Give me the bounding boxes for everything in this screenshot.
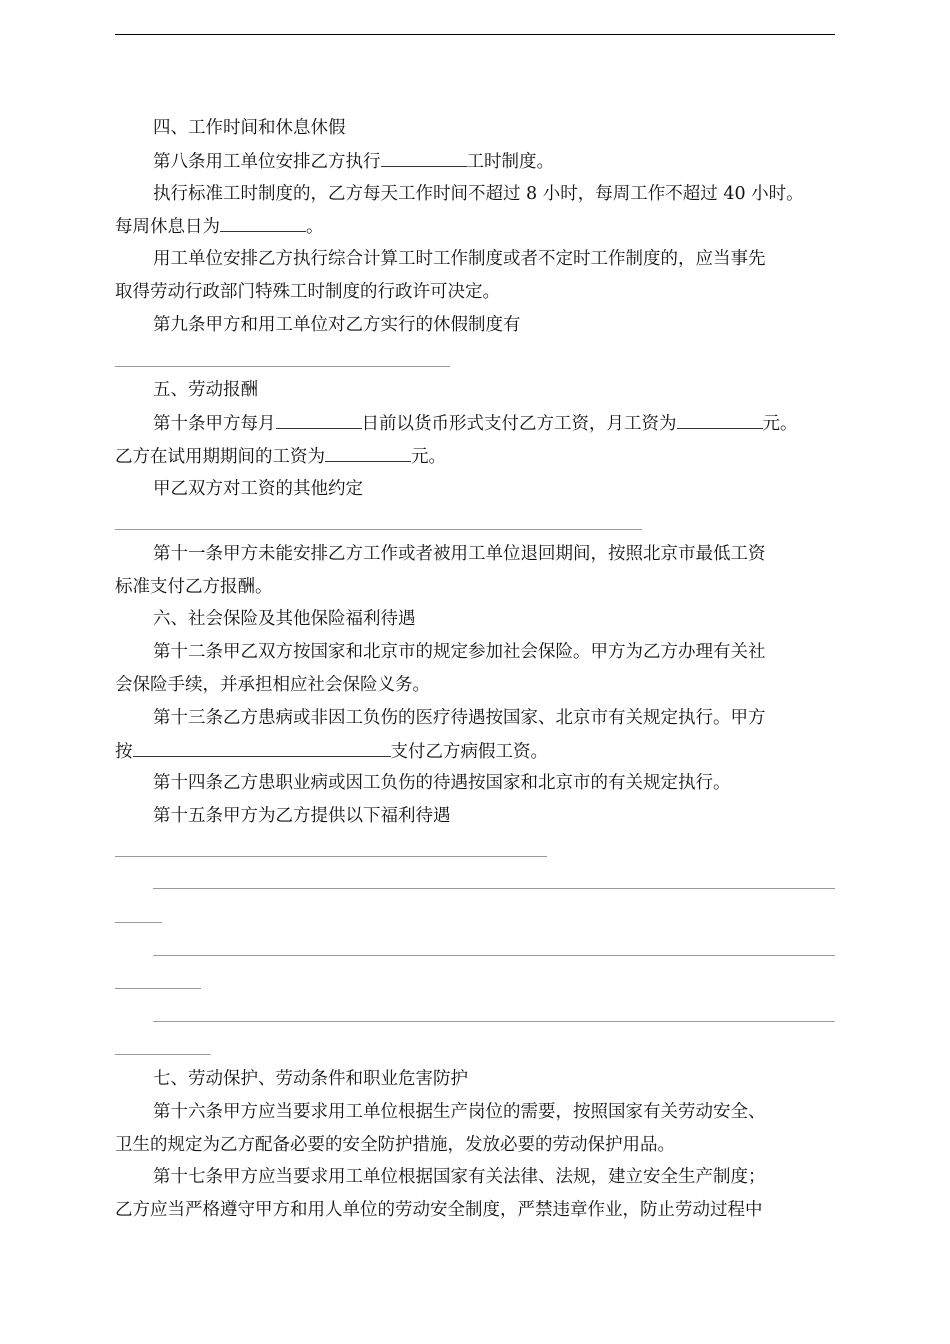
header-rule	[115, 34, 835, 35]
article-16-line-2: 卫生的规定为乙方配备必要的安全防护措施，发放必要的劳动保护用品。	[115, 1135, 675, 1155]
article-10-text-b: 日前以货币形式支付乙方工资，月工资为	[361, 414, 677, 434]
article-17-line-2: 乙方应当严格遵守甲方和用人单位的劳动安全制度，严禁违章作业，防止劳动过程中	[115, 1200, 763, 1220]
article-10-line-2	[115, 444, 835, 469]
article-12-line-2: 会保险手续，并承担相应社会保险义务。	[115, 675, 430, 695]
special-hours-line-1: 用工单位安排乙方执行综合计算工时工作制度或者不定时工作制度的，应当事先	[153, 249, 766, 269]
probation-wage-blank[interactable]	[325, 444, 411, 462]
article-8	[153, 149, 835, 174]
welfare-blank-line-3-cont[interactable]	[115, 988, 201, 989]
standard-hours-line-2	[115, 214, 835, 239]
leave-system-blank-line[interactable]	[115, 366, 450, 367]
article-9: 第九条甲方和用工单位对乙方实行的休假制度有	[153, 315, 521, 335]
section-heading-work-hours: 四、工作时间和休息休假	[153, 118, 346, 138]
sick-pay-blank[interactable]	[133, 739, 391, 757]
special-hours-line-2: 取得劳动行政部门特殊工时制度的行政许可决定。	[115, 282, 500, 302]
article-10-text-c: 元。	[762, 414, 798, 434]
welfare-blank-line-1[interactable]	[115, 856, 547, 857]
article-13-line-2	[115, 739, 835, 764]
rest-day-end: 。	[306, 217, 324, 237]
article-11-line-1: 第十一条甲方未能安排乙方工作或者被用工单位退回期间，按照北京市最低工资	[153, 544, 766, 564]
article-8-text: 第八条用工单位安排乙方执行	[153, 152, 381, 172]
sick-pay-end: 支付乙方病假工资。	[390, 742, 548, 762]
pay-day-blank[interactable]	[276, 411, 362, 429]
sick-pay-label: 按	[115, 742, 133, 762]
article-8-text-end: 工时制度。	[466, 152, 554, 172]
section-heading-insurance: 六、社会保险及其他保险福利待遇	[153, 609, 416, 629]
standard-hours-line-1: 执行标准工时制度的，乙方每天工作时间不超过 8 小时，每周工作不超过 40 小时。	[153, 184, 804, 204]
other-wage-blank-line[interactable]	[115, 529, 642, 530]
welfare-blank-line-4-cont[interactable]	[115, 1054, 211, 1055]
article-16-line-1: 第十六条甲方应当要求用工单位根据生产岗位的需要，按照国家有关劳动安全、	[153, 1102, 766, 1122]
work-hours-system-blank[interactable]	[381, 149, 467, 167]
section-heading-compensation: 五、劳动报酬	[153, 380, 258, 400]
welfare-blank-line-2[interactable]	[153, 888, 835, 889]
article-11-line-2: 标准支付乙方报酬。	[115, 577, 273, 597]
article-15: 第十五条甲方为乙方提供以下福利待遇	[153, 806, 451, 826]
article-17-line-1: 第十七条甲方应当要求用工单位根据国家有关法律、法规，建立安全生产制度；	[153, 1167, 766, 1187]
article-14: 第十四条乙方患职业病或因工负伤的待遇按国家和北京市的有关规定执行。	[153, 773, 731, 793]
rest-day-label: 每周休息日为	[115, 217, 220, 237]
article-13-line-1: 第十三条乙方患病或非因工负伤的医疗待遇按国家、北京市有关规定执行。甲方	[153, 708, 766, 728]
probation-wage-label: 乙方在试用期期间的工资为	[115, 447, 325, 467]
welfare-blank-line-3[interactable]	[153, 955, 835, 956]
monthly-wage-blank[interactable]	[677, 411, 763, 429]
other-wage-agreement: 甲乙双方对工资的其他约定	[153, 479, 363, 499]
section-heading-labor-protection: 七、劳动保护、劳动条件和职业危害防护	[153, 1069, 468, 1089]
welfare-blank-line-4[interactable]	[153, 1021, 835, 1022]
welfare-blank-line-2-cont[interactable]	[115, 922, 162, 923]
rest-day-blank[interactable]	[220, 214, 306, 232]
article-12-line-1: 第十二条甲乙双方按国家和北京市的规定参加社会保险。甲方为乙方办理有关社	[153, 642, 766, 662]
probation-wage-end: 元。	[411, 447, 446, 467]
article-10	[153, 411, 835, 436]
article-10-text-a: 第十条甲方每月	[153, 414, 276, 434]
